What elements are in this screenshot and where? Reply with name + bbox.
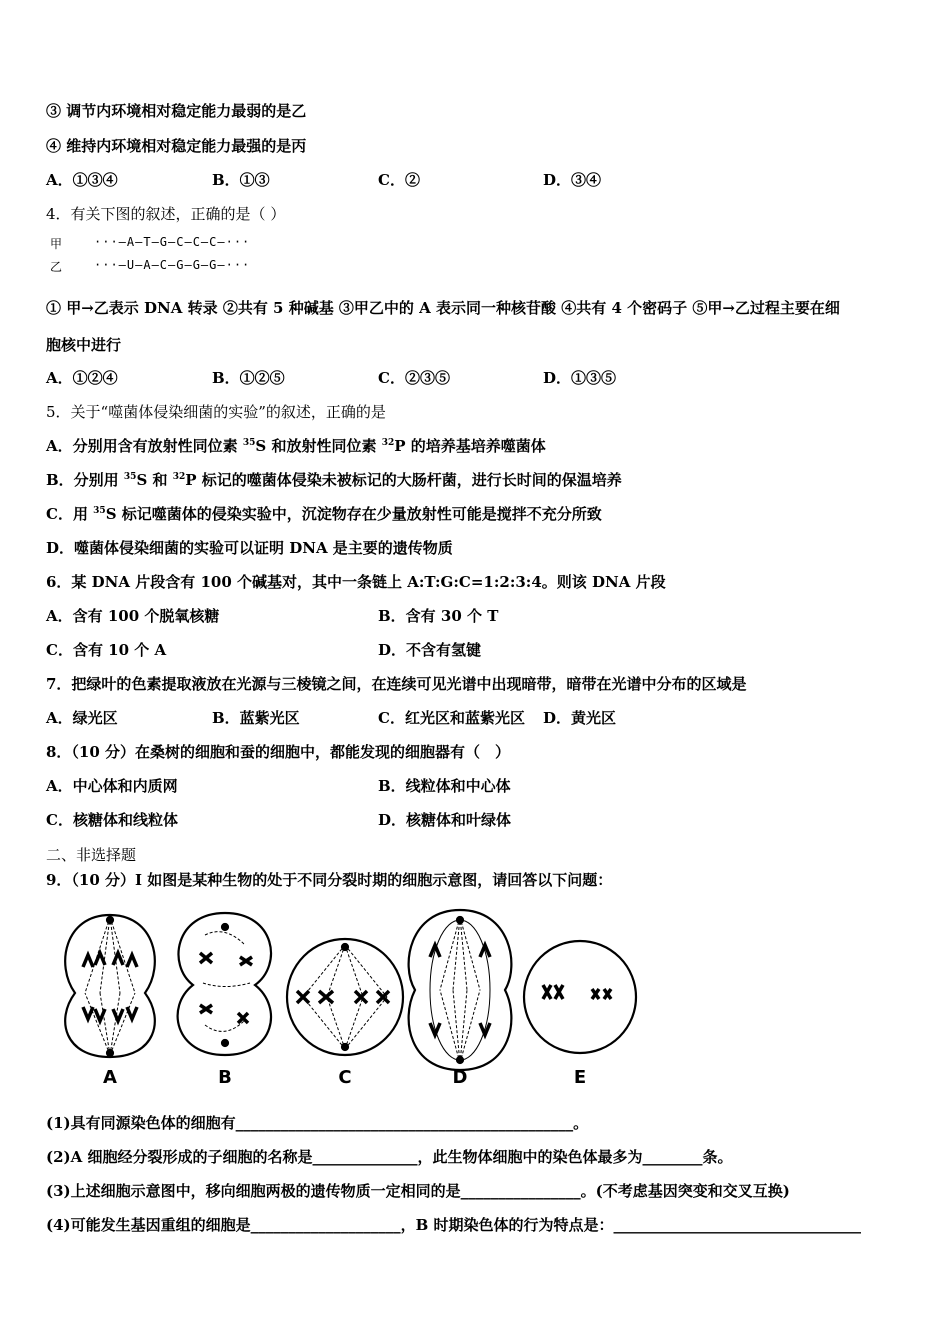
q3-option-c: C．② [378,171,420,189]
q9-sub4: (4)可能发生基因重组的细胞是____________________，B 时期染色体的行为特点是：_________________________________ [46,1216,862,1234]
q9-sub1: (1)具有同源染色体的细胞有_____________________________________________。 [46,1114,589,1132]
cell-label-a: A [103,1067,117,1088]
cell-c [287,939,403,1055]
q3-item3: ③ 调节内环境相对稳定能力最弱的是乙 [46,102,307,120]
q3-option-a: A．①③④ [46,171,118,189]
q8-option-b: B．线粒体和中心体 [378,777,511,795]
q5-option-b: B．分别用 $^{35}$S 和 $^{32}$P 标记的噬菌体侵染未被标记的大肠杆菌，进行长时间的保温培养 [46,471,622,489]
section-title: 二、非选择题 [46,846,137,864]
q9-sub3: (3)上述细胞示意图中，移向细胞两极的遗传物质一定相同的是________________。(不考虑基因突变和交叉互换) [46,1182,790,1200]
q5-option-a: A．分别用含有放射性同位素 $^{35}$S 和放射性同位素 $^{32}$P 的培养基培养噬菌体 [46,437,546,455]
q8-option-a: A．中心体和内质网 [46,777,178,795]
q8-option-d: D．核糖体和叶绿体 [378,811,512,829]
strand-yi-label: 乙 [50,260,63,274]
q9-stem: 9．（10 分）I 如图是某种生物的处于不同分裂时期的细胞示意图，请回答以下问题： [46,871,613,889]
q6-option-a: A．含有 100 个脱氧核糖 [46,607,220,625]
cell-label-d: D [452,1067,468,1088]
q3-option-b: B．①③ [212,171,270,189]
cell-b [178,913,271,1055]
q4-statements-line1: ① 甲→乙表示 DNA 转录 ②共有 5 种碱基 ③甲乙中的 A 表示同一种核苷酸 ④共有 4 个密码子 ⑤甲→乙过程主要在细 [46,299,840,317]
q5-option-c: C．用 $^{35}$S 标记噬菌体的侵染实验中，沉淀物存在少量放射性可能是搅拌不充分所致 [46,505,602,523]
strand-jia-label: 甲 [50,237,63,251]
q7-option-c: C．红光区和蓝紫光区 [378,709,525,727]
q4-option-b: B．①②⑤ [212,369,285,387]
q7-stem: 7．把绿叶的色素提取液放在光源与三棱镜之间，在连续可见光谱中出现暗带，暗带在光谱中分布的区域是 [46,675,747,693]
cell-e [524,941,636,1053]
q4-option-a: A．①②④ [46,369,118,387]
q7-option-a: A．绿光区 [46,709,118,727]
cell-d [409,910,512,1070]
q6-option-c: C．含有 10 个 A [46,641,167,659]
q6-option-b: B．含有 30 个 T [378,607,499,625]
q6-stem: 6．某 DNA 片段含有 100 个碱基对，其中一条链上 A:T:G:C=1:2:3:4。则该 DNA 片段 [46,573,666,591]
q4-strand-figure [50,232,350,276]
cell-label-b: B [218,1067,232,1088]
q6-option-d: D．不含有氢键 [378,641,482,659]
q5-stem: 5．关于“噬菌体侵染细菌的实验”的叙述，正确的是 [46,403,386,421]
cell-a [65,915,155,1057]
cell-label-c: C [338,1067,352,1088]
strand-jia: ···—A—T—G—C—C—C—··· [94,235,251,249]
q3-option-d: D．③④ [543,171,602,189]
q7-option-b: B．蓝紫光区 [212,709,300,727]
q4-statements-line2: 胞核中进行 [46,336,122,354]
q3-item4: ④ 维持内环境相对稳定能力最强的是丙 [46,137,307,155]
cell-label-e: E [573,1067,587,1088]
q9-sub2: (2)A 细胞经分裂形成的子细胞的名称是______________，此生物体细胞中的染色体最多为________条。 [46,1148,733,1166]
q7-option-d: D．黄光区 [543,709,617,727]
q4-stem: 4．有关下图的叙述，正确的是（ ） [46,205,286,223]
strand-yi: ···—U—A—C—G—G—G—··· [94,258,251,272]
cell-division-figure [55,905,645,1090]
q5-option-d: D．噬菌体侵染细菌的实验可以证明 DNA 是主要的遗传物质 [46,539,453,557]
q4-option-c: C．②③⑤ [378,369,450,387]
q8-option-c: C．核糖体和线粒体 [46,811,178,829]
q8-stem: 8．（10 分）在桑树的细胞和蚕的细胞中，都能发现的细胞器有（ ） [46,743,511,761]
q4-option-d: D．①③⑤ [543,369,617,387]
